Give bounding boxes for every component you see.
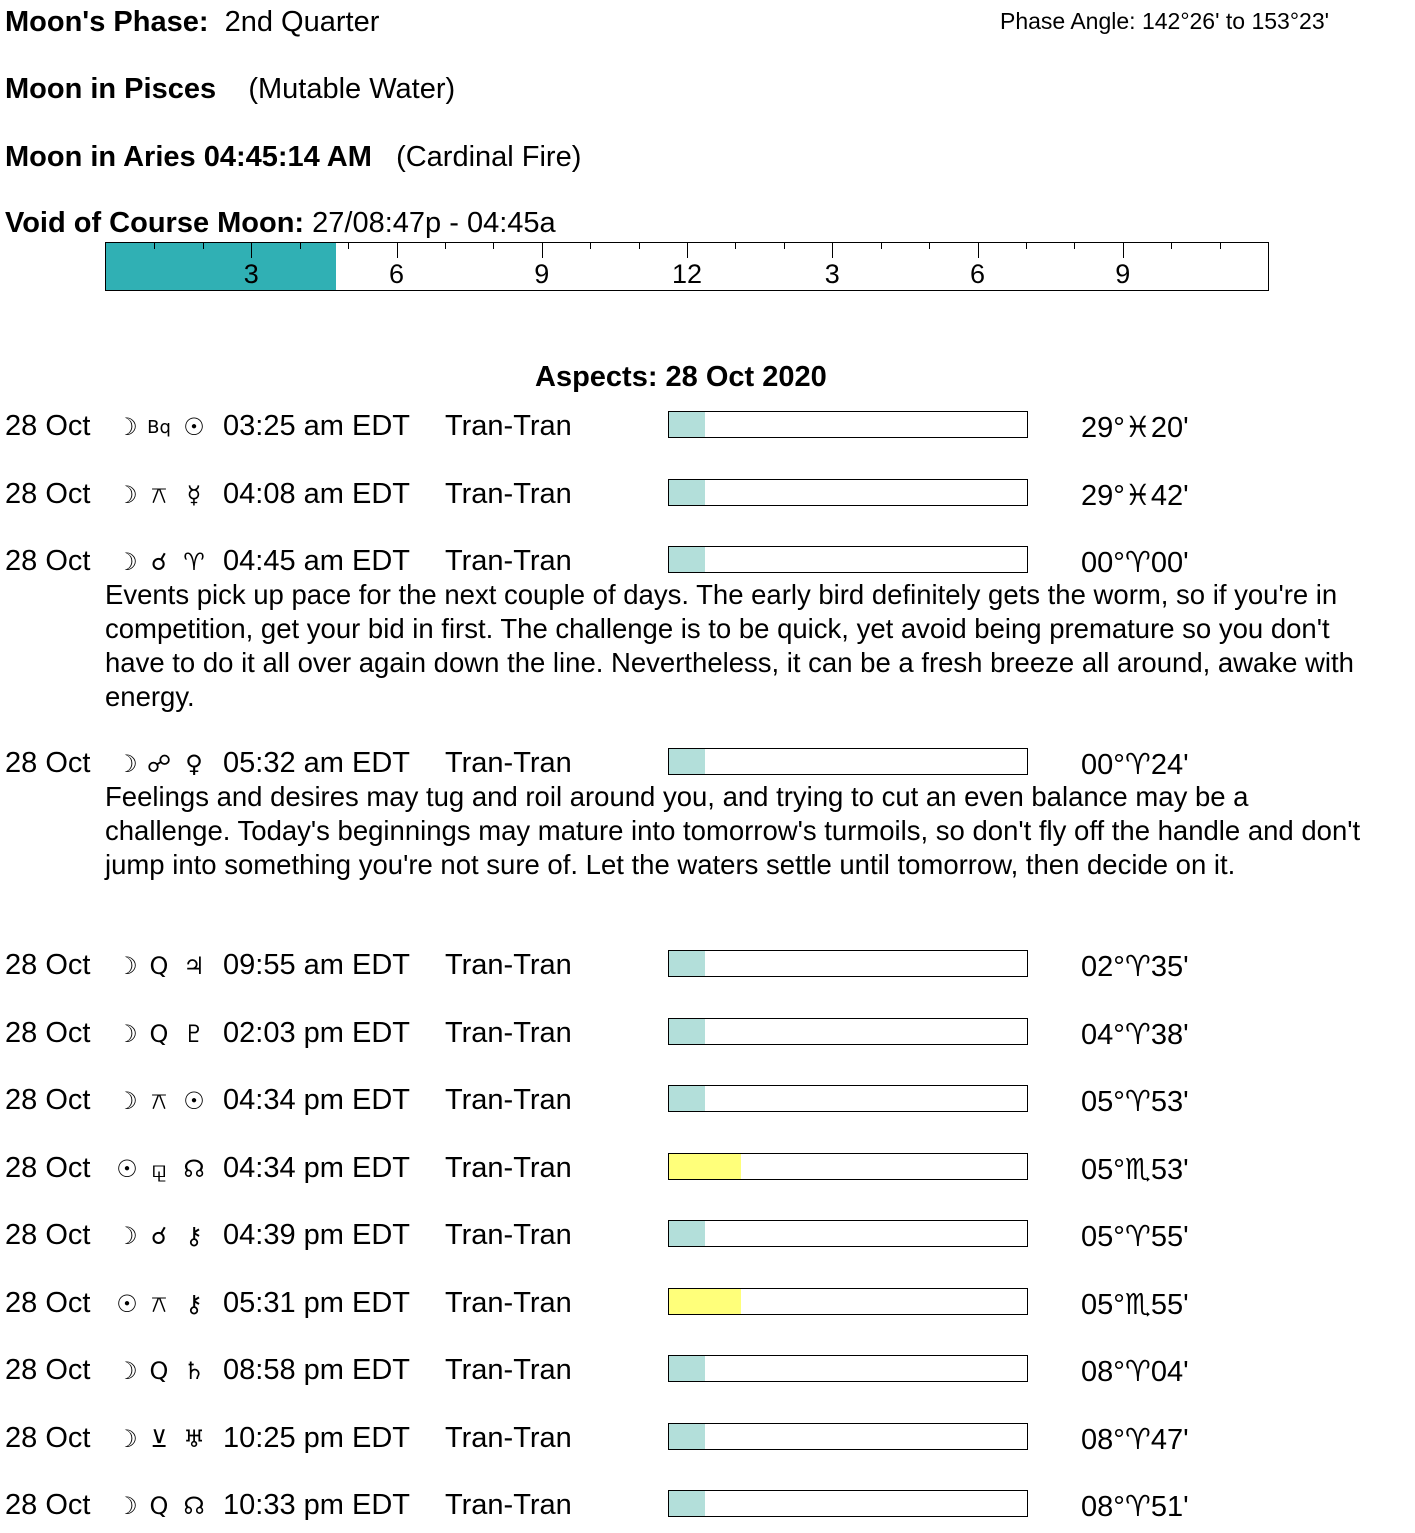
timeline-hour-label: 3 — [243, 259, 259, 289]
aspect-row — [0, 1422, 1415, 1456]
aspect-position: 08°♈04' — [1081, 1356, 1189, 1388]
aspect-date: 28 Oct — [5, 477, 91, 510]
aspect-position: 04°♈38' — [1081, 1018, 1189, 1051]
aspect-date: 28 Oct — [5, 545, 91, 577]
void-of-course-timeline — [105, 242, 1269, 291]
planet-glyph-icon: ☽ — [116, 1087, 138, 1115]
aspect-strength-fill — [669, 1491, 705, 1516]
aspect-row — [0, 1489, 1415, 1523]
planet-glyph-icon: ☊ — [183, 1154, 205, 1183]
aspect-date: 28 Oct — [5, 410, 91, 442]
aspect-date: 28 Oct — [5, 1151, 91, 1184]
aspect-strength-bar — [668, 950, 1028, 977]
aspect-row — [0, 1287, 1415, 1321]
aspect-strength-bar — [668, 748, 1028, 775]
aspect-glyph-icon: Q — [149, 1357, 169, 1385]
aspect-position: 00°♈24' — [1081, 749, 1189, 781]
aspect-position: 29°♓42' — [1081, 479, 1189, 512]
aspect-glyph-icon: Bq — [147, 417, 171, 438]
aspect-row — [0, 478, 1415, 512]
aspect-glyph-icon: ⊻ — [150, 1424, 168, 1453]
aspect-glyph-icon: ⚼ — [150, 1154, 168, 1183]
planet-glyph-icon: ☽ — [116, 750, 138, 778]
void-of-course-fill — [106, 243, 336, 290]
aspect-glyph-icon: ⚻ — [151, 480, 167, 509]
aspect-type: Tran-Tran — [445, 1016, 572, 1049]
timeline-tick — [590, 243, 591, 249]
planet-glyph-icon: ⚷ — [185, 1222, 203, 1250]
timeline-tick — [251, 243, 252, 258]
timeline-hour-label: 6 — [388, 259, 405, 289]
aspect-strength-bar — [668, 479, 1028, 506]
aspect-row — [0, 1354, 1415, 1388]
moon-sign-line-1 — [5, 73, 455, 106]
aspect-position: 05°♈55' — [1081, 1221, 1189, 1253]
aspects-title: Aspects: 28 Oct 2020 — [535, 361, 827, 393]
planet-glyph-icon: ♇ — [183, 1019, 205, 1048]
aspect-row — [0, 747, 1415, 781]
timeline-hour-label: 9 — [534, 259, 550, 289]
planet-glyph-icon: ☿ — [186, 480, 202, 509]
aspect-row — [0, 410, 1415, 444]
aspect-strength-bar — [668, 1423, 1028, 1450]
planet-glyph-icon: ♈ — [183, 548, 205, 576]
aspect-position: 05°♏53' — [1081, 1153, 1189, 1186]
aspect-type: Tran-Tran — [445, 1219, 572, 1251]
aspect-type: Tran-Tran — [445, 1489, 572, 1521]
aspect-strength-fill — [669, 1154, 741, 1179]
timeline-tick — [348, 243, 349, 249]
timeline-hour-label: 3 — [824, 259, 840, 289]
timeline-tick — [300, 243, 301, 249]
aspect-glyph-icon: Q — [149, 952, 169, 980]
aspect-strength-bar — [668, 1288, 1028, 1315]
timeline-tick — [639, 243, 640, 249]
timeline-tick — [687, 243, 688, 258]
aspect-type: Tran-Tran — [445, 1354, 572, 1386]
aspect-time: 04:45 am EDT — [223, 545, 410, 577]
planet-glyph-icon: ☊ — [183, 1492, 205, 1520]
aspect-row — [0, 1017, 1415, 1051]
aspect-strength-bar — [668, 546, 1028, 573]
aspect-strength-fill — [669, 547, 705, 572]
aspect-time: 04:34 pm EDT — [223, 1151, 410, 1184]
aspect-date: 28 Oct — [5, 1016, 91, 1049]
planet-glyph-icon: ☽ — [116, 480, 138, 509]
timeline-tick — [154, 243, 155, 249]
moon-sign-2-label: Moon in Aries 04:45:14 AM — [5, 141, 372, 173]
aspect-position: 05°♈53' — [1081, 1086, 1189, 1118]
aspect-strength-fill — [669, 480, 705, 505]
aspect-glyph-icon: ☍ — [146, 750, 172, 778]
aspect-strength-fill — [669, 412, 705, 437]
aspect-date: 28 Oct — [5, 1286, 91, 1319]
aspect-date: 28 Oct — [5, 747, 91, 779]
timeline-tick — [881, 243, 882, 249]
planet-glyph-icon: ☽ — [116, 952, 138, 980]
aspect-strength-fill — [669, 951, 705, 976]
aspect-time: 10:33 pm EDT — [223, 1489, 410, 1521]
timeline-tick — [735, 243, 736, 249]
aspect-type: Tran-Tran — [445, 1421, 572, 1454]
aspect-type: Tran-Tran — [445, 949, 572, 981]
aspect-row — [0, 1219, 1415, 1253]
aspect-date: 28 Oct — [5, 1421, 91, 1454]
aspect-glyph-icon: ⚻ — [151, 1087, 167, 1115]
planet-glyph-icon: ♅ — [183, 1424, 205, 1453]
planet-glyph-icon: ♃ — [183, 952, 205, 980]
timeline-tick — [784, 243, 785, 249]
moon-phase-line — [5, 6, 379, 39]
aspect-glyph-icon: ☌ — [150, 548, 168, 576]
aspect-glyph-icon: Q — [149, 1019, 169, 1048]
timeline-hour-label: 12 — [671, 259, 703, 289]
aspect-position: 08°♈47' — [1081, 1423, 1189, 1456]
aspect-strength-bar — [668, 1085, 1028, 1112]
aspect-position: 08°♈51' — [1081, 1491, 1189, 1523]
timeline-hour-label: 6 — [969, 259, 986, 289]
timeline-tick — [203, 243, 204, 249]
aspect-time: 05:31 pm EDT — [223, 1286, 410, 1319]
aspect-type: Tran-Tran — [445, 1084, 572, 1116]
timeline-tick — [397, 243, 398, 258]
aspect-position: 02°♈35' — [1081, 951, 1189, 983]
aspect-position: 29°♓20' — [1081, 412, 1189, 444]
planet-glyph-icon: ☽ — [116, 548, 138, 576]
aspect-strength-bar — [668, 1490, 1028, 1517]
void-of-course-value: 27/08:47p - 04:45a — [312, 207, 556, 239]
planet-glyph-icon: ♀ — [185, 750, 203, 778]
timeline-tick — [445, 243, 446, 249]
aspect-time: 04:08 am EDT — [223, 477, 410, 510]
moon-sign-line-2 — [5, 141, 581, 174]
aspect-time: 09:55 am EDT — [223, 949, 410, 981]
aspect-position: 00°♈00' — [1081, 547, 1189, 579]
aspect-date: 28 Oct — [5, 1219, 91, 1251]
aspect-type: Tran-Tran — [445, 545, 572, 577]
timeline-tick — [978, 243, 979, 258]
moon-sign-1-label: Moon in Pisces — [5, 73, 217, 105]
aspect-type: Tran-Tran — [445, 1151, 572, 1184]
aspect-row — [0, 1084, 1415, 1118]
aspect-time: 04:34 pm EDT — [223, 1084, 410, 1116]
void-of-course-line — [5, 207, 556, 240]
aspect-strength-fill — [669, 1019, 705, 1044]
aspect-type: Tran-Tran — [445, 747, 572, 779]
aspect-time: 10:25 pm EDT — [223, 1421, 410, 1454]
aspect-row — [0, 1152, 1415, 1186]
planet-glyph-icon: ☽ — [116, 1019, 138, 1048]
moon-sign-1-detail: (Mutable Water) — [248, 73, 456, 105]
planet-glyph-icon: ☉ — [116, 1154, 138, 1183]
aspect-row — [0, 949, 1415, 983]
aspect-type: Tran-Tran — [445, 410, 572, 442]
moon-phase-label: Moon's Phase: — [5, 6, 209, 38]
aspect-strength-bar — [668, 1153, 1028, 1180]
aspect-time: 03:25 am EDT — [223, 410, 410, 442]
planet-glyph-icon: ☽ — [116, 413, 138, 441]
void-of-course-label: Void of Course Moon: — [5, 207, 305, 239]
timeline-tick — [832, 243, 833, 258]
planet-glyph-icon: ☽ — [116, 1357, 138, 1385]
aspect-strength-fill — [669, 749, 705, 774]
planet-glyph-icon: ⚷ — [185, 1289, 203, 1318]
aspect-glyph-icon: ⚻ — [151, 1289, 167, 1318]
timeline-tick — [1026, 243, 1027, 249]
aspect-type: Tran-Tran — [445, 1286, 572, 1319]
aspect-interpretation: Events pick up pace for the next couple of days. The early bird definitely gets the worm, so if you're in competition, get your bid in first. The challenge is to be quick, yet avoid being premature so you don't have to do it all over again down the line. Nevertheless, it can be a fresh breeze all around, awake with energy. — [105, 579, 1354, 712]
aspect-date: 28 Oct — [5, 1354, 91, 1386]
aspect-time: 08:58 pm EDT — [223, 1354, 410, 1386]
aspect-position: 05°♏55' — [1081, 1288, 1189, 1321]
aspect-strength-fill — [669, 1289, 741, 1314]
aspect-date: 28 Oct — [5, 1084, 91, 1116]
planet-glyph-icon: ☽ — [116, 1222, 138, 1250]
planet-glyph-icon: ☉ — [116, 1289, 138, 1318]
timeline-tick — [929, 243, 930, 249]
aspect-date: 28 Oct — [5, 949, 91, 981]
aspect-glyph-icon: ☌ — [150, 1222, 168, 1250]
aspect-strength-fill — [669, 1424, 705, 1449]
timeline-tick — [542, 243, 543, 258]
aspect-strength-fill — [669, 1221, 705, 1246]
timeline-tick — [1171, 243, 1172, 249]
aspect-interpretation: Feelings and desires may tug and roil around you, and trying to cut an even balance may be a challenge. Today's beginnings may mature into tomorrow's turmoils, so don't fly off the handle and don't jump into something you're not sure of. Let the waters settle until tomorrow, then decide on it. — [105, 781, 1361, 880]
planet-glyph-icon: ☽ — [116, 1424, 138, 1453]
planet-glyph-icon: ☉ — [183, 1087, 205, 1115]
timeline-hour-label: 9 — [1115, 259, 1131, 289]
aspect-strength-fill — [669, 1086, 705, 1111]
planet-glyph-icon: ♄ — [183, 1357, 205, 1385]
aspect-time: 04:39 pm EDT — [223, 1219, 410, 1251]
planet-glyph-icon: ☉ — [183, 413, 205, 441]
aspect-strength-bar — [668, 1355, 1028, 1382]
moon-phase-value: 2nd Quarter — [224, 6, 380, 38]
aspect-time: 05:32 am EDT — [223, 747, 410, 779]
aspect-strength-fill — [669, 1356, 705, 1381]
timeline-tick — [1220, 243, 1221, 249]
phase-angle: Phase Angle: 142°26' to 153°23' — [1000, 8, 1329, 34]
aspect-type: Tran-Tran — [445, 477, 572, 510]
aspect-date: 28 Oct — [5, 1489, 91, 1521]
aspect-strength-bar — [668, 1018, 1028, 1045]
aspect-strength-bar — [668, 1220, 1028, 1247]
timeline-tick — [1074, 243, 1075, 249]
timeline-tick — [493, 243, 494, 249]
timeline-tick — [1123, 243, 1124, 258]
aspect-time: 02:03 pm EDT — [223, 1016, 410, 1049]
aspect-glyph-icon: Q — [149, 1492, 169, 1520]
moon-sign-2-detail: (Cardinal Fire) — [396, 141, 582, 173]
planet-glyph-icon: ☽ — [116, 1492, 138, 1520]
aspect-strength-bar — [668, 411, 1028, 438]
aspect-row — [0, 545, 1415, 579]
